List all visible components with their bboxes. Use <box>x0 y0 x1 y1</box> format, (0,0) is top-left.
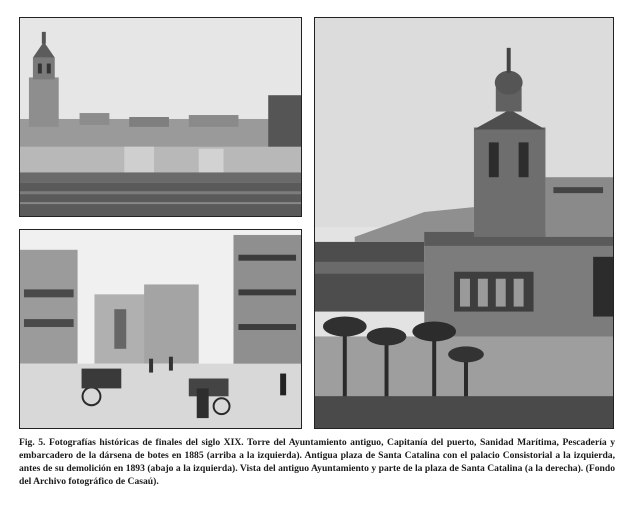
photo-harbour-1885 <box>19 17 302 217</box>
caption-label: Fig. 5. <box>19 437 49 448</box>
figure-caption <box>19 436 615 488</box>
harbour-photo-illustration <box>20 18 301 216</box>
photo-plaza-santa-catalina <box>19 229 302 429</box>
plaza-photo-illustration <box>20 230 301 428</box>
photo-ayuntamiento-antiguo <box>314 17 614 429</box>
townhall-photo-illustration <box>315 18 613 428</box>
caption-text: Fotografías históricas de finales del siglo XIX. Torre del Ayuntamiento antiguo, Capitanía del puerto, Sanidad Marítima, Pescadería y embarcadero de la dársena de botes en 1885 (arriba a la izquierda). Antigua plaza de Santa Catalina con el palacio Consistorial a la izquierda, antes de su demolición en 1893 (abajo a la izquierda). Vista del antiguo Ayuntamiento y parte de la plaza de Santa Catalina (a la derecha). (Fondo del Archivo fotográfico de Casaú). <box>19 437 615 487</box>
